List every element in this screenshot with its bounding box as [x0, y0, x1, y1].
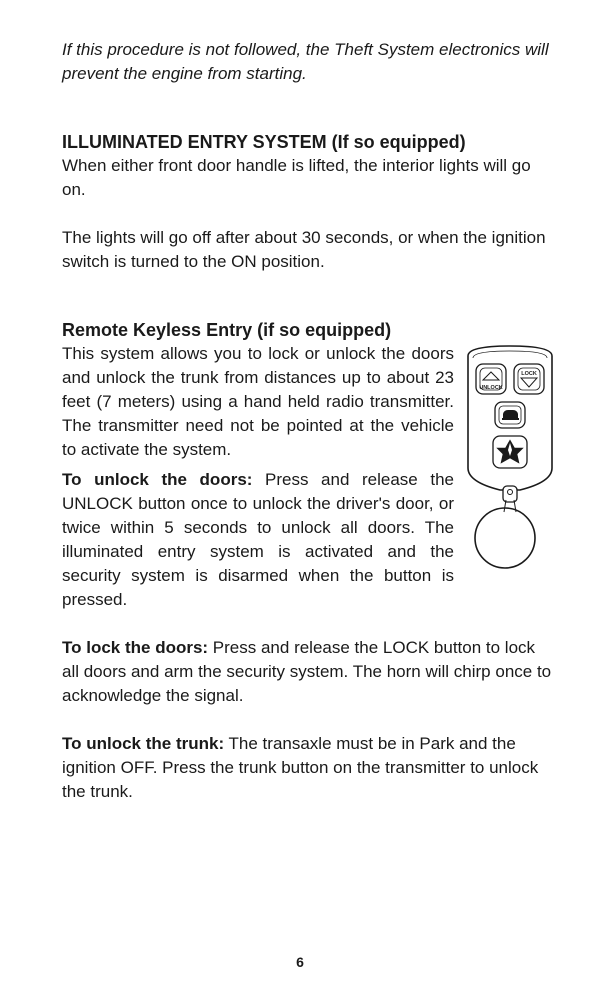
unlock-trunk-paragraph	[62, 732, 554, 804]
lock-doors-paragraph	[62, 636, 554, 708]
theft-system-warning: If this procedure is not followed, the Theft System electronics will prevent the engine from starting.	[62, 40, 549, 83]
unlock-button-icon	[476, 364, 506, 394]
pentastar-logo-icon	[493, 436, 527, 468]
lock-doors-text: Press and release the LOCK button to lock all doors and arm the security system. The horn will chirp once to acknowledge the signal.	[62, 638, 552, 705]
remote-keyless-heading: Remote Keyless Entry (if so equipped)	[62, 320, 392, 340]
illuminated-entry-para-1: When either front door handle is lifted, the interior lights will go on.	[62, 156, 531, 199]
lock-doors-label: To lock the doors:	[62, 638, 209, 657]
illuminated-entry-heading: ILLUMINATED ENTRY SYSTEM (If so equipped)	[62, 132, 466, 152]
remote-keyless-intro: This system allows you to lock or unlock the doors and unlock the trunk from distances up to about 23 feet (7 meters) using a hand held radio transmitter. The transmitter need not be pointed at the vehicle to activate the system.	[62, 344, 454, 459]
unlock-doors-paragraph	[62, 468, 454, 612]
key-fob-illustration	[460, 342, 560, 572]
lock-button-label: LOCK	[521, 371, 537, 377]
unlock-button-label: UNLOCK	[479, 385, 503, 391]
illuminated-entry-para-2: The lights will go off after about 30 seconds, or when the ignition switch is turned to the ON position.	[62, 228, 546, 271]
unlock-trunk-text: The transaxle must be in Park and the ignition OFF. Press the trunk button on the transmitter to unlock the trunk.	[62, 734, 539, 801]
lock-button-icon	[514, 364, 544, 394]
trunk-button-icon	[495, 402, 525, 428]
unlock-doors-label: To unlock the doors:	[62, 470, 253, 489]
page-number: 6	[296, 954, 304, 970]
unlock-trunk-label: To unlock the trunk:	[62, 734, 225, 753]
key-ring-icon	[475, 486, 535, 568]
unlock-doors-text: Press and release the UNLOCK button once to unlock the driver's door, or twice within 5 seconds to unlock all doors. The illuminated entry system is activated and the security system is disarmed when the button is pressed.	[62, 470, 454, 609]
